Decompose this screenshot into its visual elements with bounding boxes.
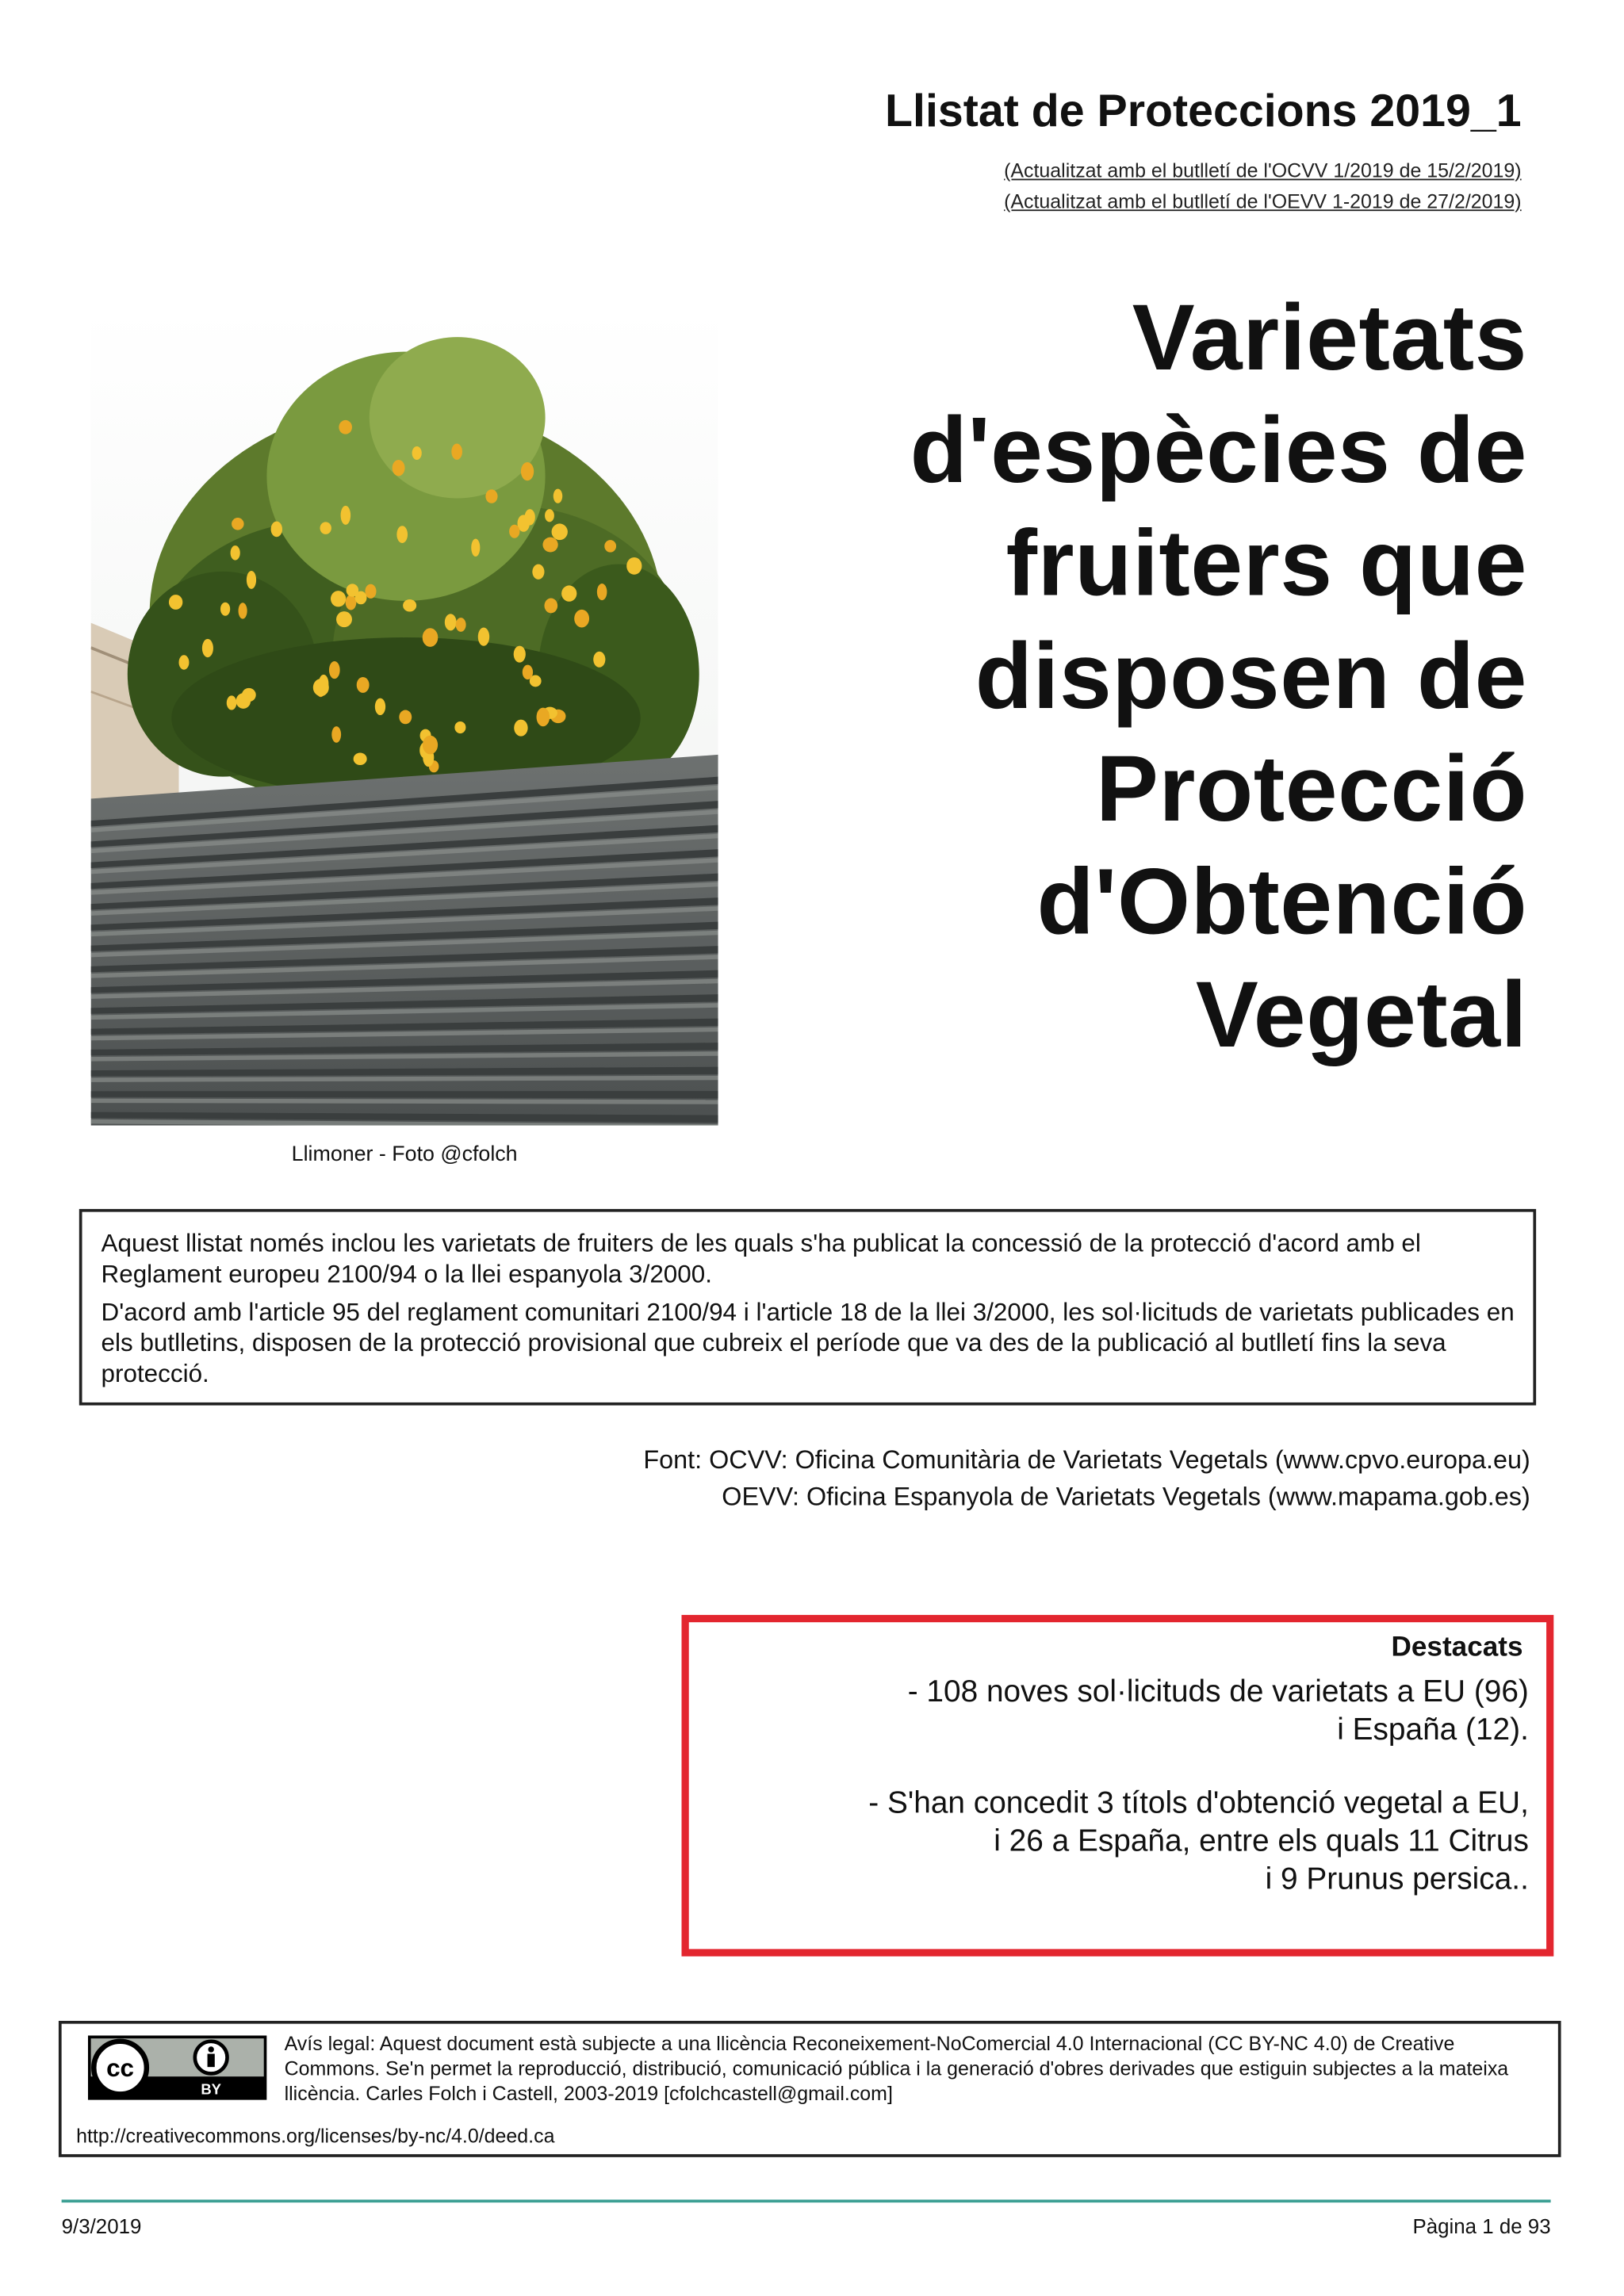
source-ocvv: Font: OCVV: Oficina Comunitària de Varietats Vegetals (www.cpvo.europa.eu): [643, 1445, 1530, 1475]
footer-rule: [62, 2199, 1551, 2202]
heading-line: disposen de: [975, 622, 1528, 729]
highlight-item: - S'han concedit 3 títols d'obtenció vegetal a EU, i 26 a España, entre els quals 11 Citrus i 9 Prunus persica..: [868, 1786, 1529, 1896]
license-link[interactable]: http://creativecommons.org/licenses/by-nc/4.0/deed.ca: [76, 2125, 555, 2147]
license-text: Avís legal: Aquest document està subjecte a una llicència Reconeixement-NoComercial 4.0 Internacional (CC BY-NC 4.0) de Creative Commons. Se'n permet la reproducció, distribució, comunicació pública i la generació d'obres derivades que estiguin subjectes a la mateixa llicència. Carles Folch i Castell, 2003-2019 [cfolchcastell@gmail.com]: [284, 2032, 1509, 2105]
cc-badge-label: BY: [201, 2080, 221, 2098]
heading-line: d'Obtenció: [1036, 848, 1528, 955]
cc-by-badge: [88, 2035, 267, 2099]
heading-line: d'espècies de: [910, 396, 1528, 503]
lemon-tree-photo: [91, 308, 718, 1125]
heading-line: Varietats: [1132, 284, 1528, 390]
source-oevv: OEVV: Oficina Espanyola de Varietats Vegetals (www.mapama.gob.es): [722, 1481, 1530, 1511]
heading-line: Protecció: [1095, 735, 1528, 841]
heading-line: Vegetal: [1195, 961, 1528, 1067]
highlights-box: [682, 1615, 1554, 1957]
notice-paragraph: Aquest llistat només inclou les varietats de fruiters de les quals s'ha publicat la concessió de la protecció d'acord amb el Reglament europeu 2100/94 o la llei espanyola 3/2000.: [101, 1229, 1421, 1288]
update-note-oevv: (Actualitzat amb el butlletí de l'OEVV 1-2019 de 27/2/2019): [1004, 190, 1522, 213]
by-person-icon: [195, 2042, 228, 2074]
heading-line: fruiters que: [1005, 510, 1528, 616]
document-title: Llistat de Proteccions 2019_1: [885, 85, 1522, 136]
highlights-title: Destacats: [1391, 1632, 1523, 1663]
footer-date: 9/3/2019: [61, 2214, 142, 2238]
svg-text:cc: cc: [106, 2054, 135, 2083]
notice-paragraph: D'acord amb l'article 95 del reglament comunitari 2100/94 i l'article 18 de la llei 3/2000, les sol·licituds de varietats publicades en els butlletins, disposen de la protecció provisional que cubreix el període que va des de la publicació al butlletí fins la seva protecció.: [101, 1298, 1515, 1388]
cc-icon: [94, 2042, 147, 2095]
highlight-item: - 108 noves sol·licituds de varietats a EU (96) i España (12).: [907, 1674, 1529, 1747]
photo-caption: Llimoner - Foto @cfolch: [291, 1142, 518, 1167]
notice-box: [79, 1209, 1536, 1406]
main-heading: [707, 281, 1527, 1071]
update-note-ocvv: (Actualitzat amb el butlletí de l'OCVV 1/2019 de 15/2/2019): [1004, 159, 1522, 182]
license-box: [59, 2021, 1561, 2157]
page-number: Pàgina 1 de 93: [1412, 2214, 1551, 2238]
